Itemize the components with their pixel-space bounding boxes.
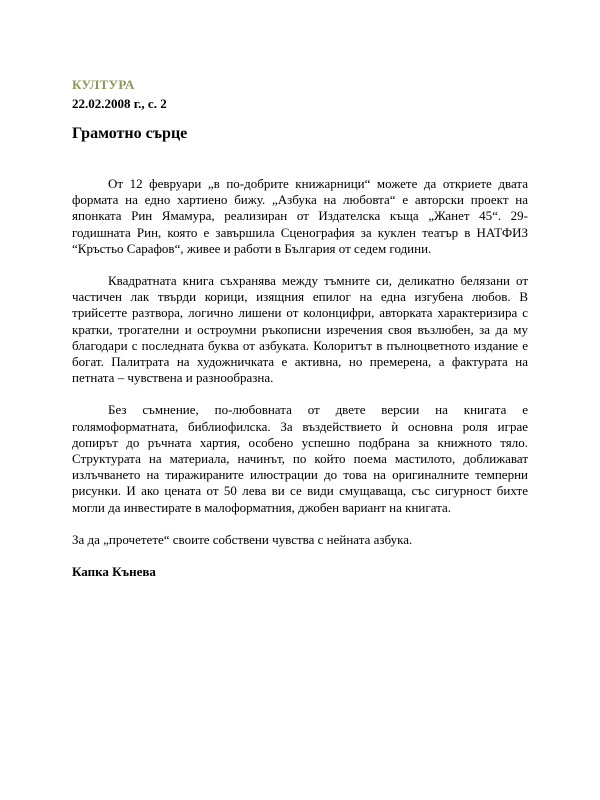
paragraph-1: От 12 февруари „в по-добрите книжарници“ можете да откриете двата формата на едно хартиено бижу. „Азбука на любовта“ е авторски проект на японката Рин Ямамура, реализиран от Издателска къща „Жанет 45“. 29-годишната Рин, която е завършила Сценография за куклен театър в НАТФИЗ “Кръстьо Сарафов“, живее и работи в България от седем години.: [72, 176, 528, 256]
article-body: [72, 176, 528, 580]
paragraph-3: Без съмнение, по-любовната от двете версии на книгата е голямоформатната, библиофилска. За въздействието ѝ основна роля играе допирът до ръчната хартия, особено успешно подбрана за книжното тяло. Структурата на материала, начинът, по който поема мастилото, доближават излъчването на тиражираните илюстрации до това на оригиналните темперни рисунки. И ако цената от 50 лева ви се види смущаваща, със сигурност бихте могли да инвестирате в малоформатния, джобен вариант на книгата.: [72, 402, 528, 515]
issue-date-page: 22.02.2008 г., с. 2: [72, 96, 167, 111]
paragraph-2: Квадратната книга съхранява между тъмните си, деликатно белязани от частичен лак твърди корици, изящния епилог на една изгубена любов. В трийсетте разтвора, логично лишени от колонцифри, авторката характеризира с кратки, трогателни и остроумни ръкописни изречения своя възлюбен, за да му благодари с последната буква от азбуката. Колоритът в пълноцветното издание е богат. Палитрата на художничката е активна, но премерена, а фактурата на петната – чувствена и разнообразна.: [72, 273, 528, 386]
section-label: КУЛТУРА: [72, 77, 135, 92]
article-title: Грамотно сърце: [72, 125, 188, 142]
paragraph-4: За да „прочетете“ своите собствени чувства с нейната азбука.: [72, 531, 413, 547]
author-name: Капка Кънева: [72, 564, 156, 580]
